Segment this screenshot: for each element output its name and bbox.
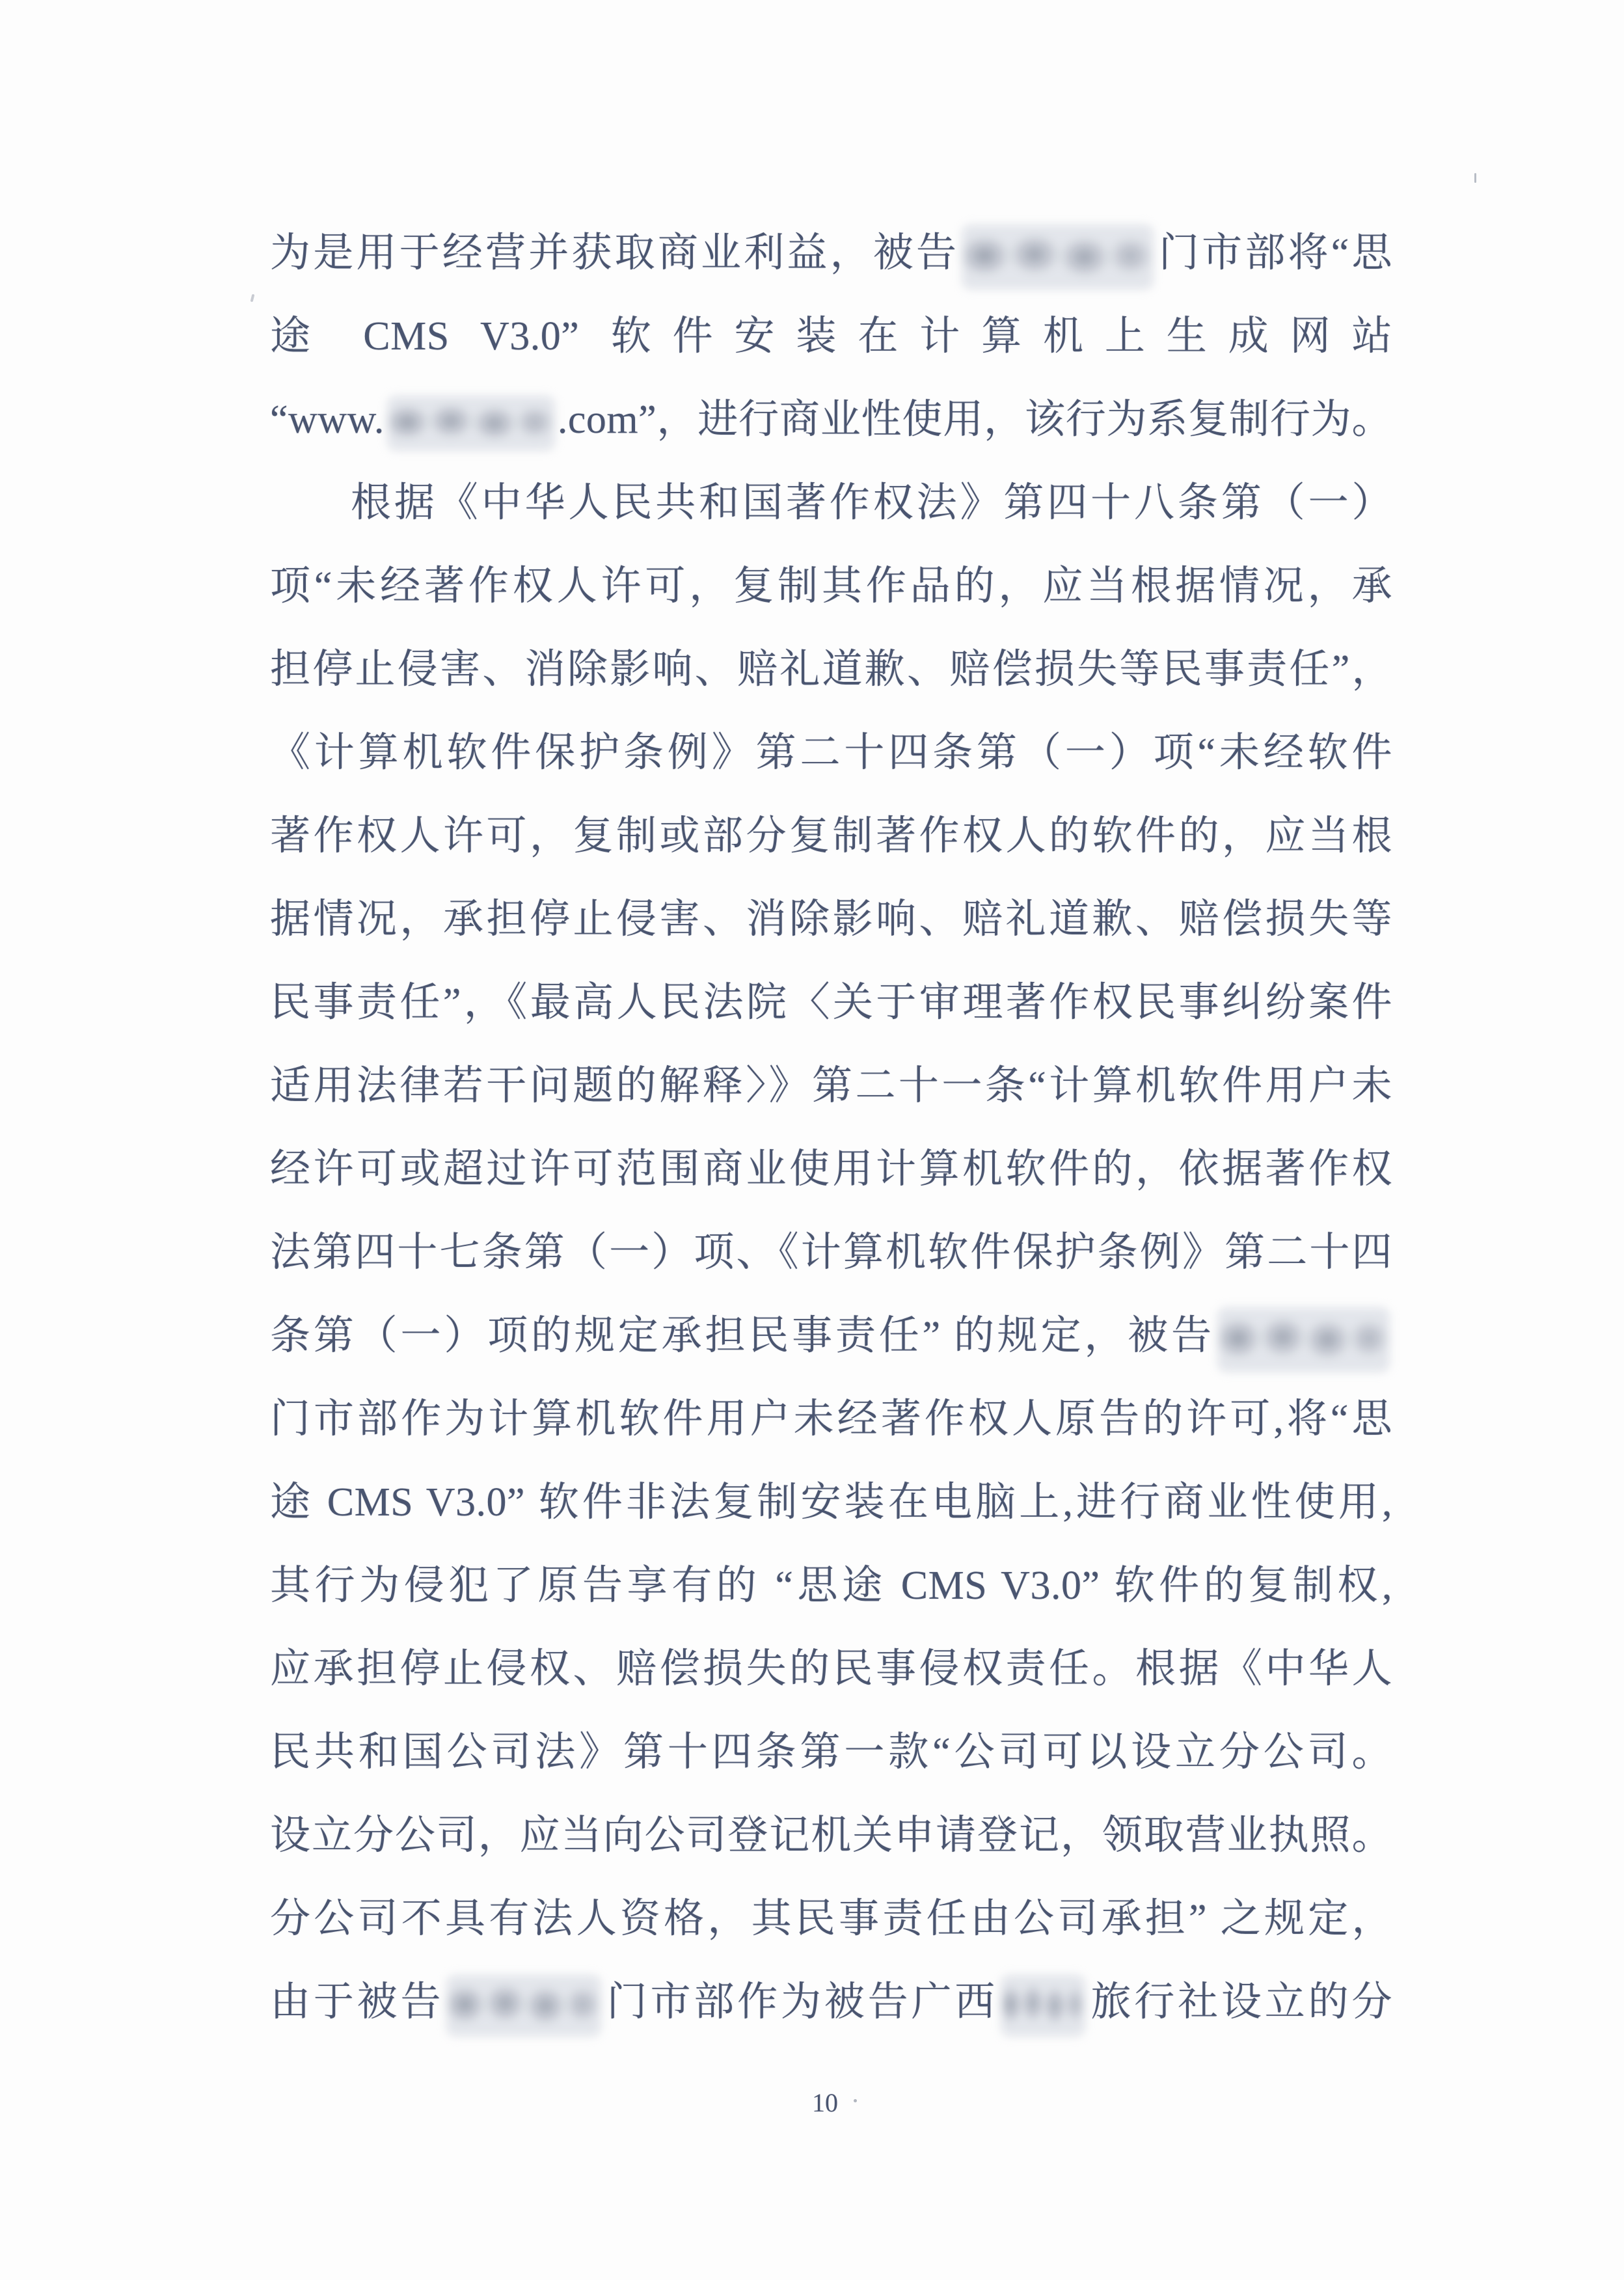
text-segment: 著作权人许可，复制或部分复制著作权人的软件的，应当根 <box>270 814 1392 858</box>
text-line-11 <box>270 1044 1392 1128</box>
text-segment: 分公司不具有法人资格，其民事责任由公司承担” 之规定， <box>270 1897 1392 1941</box>
redacted-defendant-name <box>446 1975 601 2037</box>
text-line-18 <box>270 1627 1392 1711</box>
text-segment: 门市部将“思 <box>1156 231 1392 275</box>
text-line-14 <box>270 1294 1392 1378</box>
text-segment: 为是用于经营并获取商业利益，被告 <box>270 231 960 275</box>
text-segment: 由于被告 <box>270 1980 444 2024</box>
redacted-company-name <box>1001 1975 1085 2037</box>
page-number: 10 <box>812 2088 838 2117</box>
text-segment: 根据《中华人民共和国著作权法》第四十八条第（一） <box>351 481 1392 525</box>
text-segment: 应承担停止侵权、赔偿损失的民事侵权责任。根据《中华人 <box>270 1647 1392 1691</box>
redacted-defendant-name <box>962 224 1154 290</box>
scan-speck <box>1474 173 1476 183</box>
text-segment: 旅行社设立的分 <box>1088 1980 1392 2024</box>
text-line-7 <box>270 711 1392 794</box>
text-line-13 <box>270 1211 1392 1294</box>
text-segment: 适用法律若干问题的解释〉》第二十一条“计算机软件用户未 <box>270 1064 1392 1108</box>
scan-speck <box>250 294 255 303</box>
redacted-domain-name <box>387 396 555 451</box>
text-line-8 <box>270 794 1392 878</box>
text-segment: 门市部作为被告广西 <box>604 1980 999 2024</box>
text-line-4 <box>270 461 1392 545</box>
text-line-16 <box>270 1461 1392 1544</box>
text-segment: .com”，进行商业性使用，该行为系复制行为。 <box>557 398 1392 442</box>
text-segment: 设立分公司，应当向公司登记机关申请登记，领取营业执照。 <box>270 1813 1392 1858</box>
text-line-10 <box>270 961 1392 1044</box>
text-line-22 <box>270 1961 1392 2044</box>
text-segment: 门市部作为计算机软件用户未经著作权人原告的许可,将“思 <box>270 1397 1392 1441</box>
text-line-2 <box>270 295 1392 378</box>
text-segment: 据情况，承担停止侵害、消除影响、赔礼道歉、赔偿损失等 <box>270 897 1392 942</box>
text-line-5 <box>270 545 1392 628</box>
text-line-1 <box>270 211 1392 295</box>
text-line-17 <box>270 1544 1392 1627</box>
redacted-defendant-name <box>1217 1307 1390 1372</box>
text-segment: 其行为侵犯了原告享有的 “思途 CMS V3.0” 软件的复制权, <box>270 1564 1392 1608</box>
text-segment: 条第（一）项的规定承担民事责任” 的规定，被告 <box>270 1314 1215 1358</box>
body-text <box>270 211 1392 2044</box>
text-segment: 项“未经著作权人许可，复制其作品的，应当根据情况，承 <box>270 564 1392 608</box>
text-segment: 担停止侵害、消除影响、赔礼道歉、赔偿损失等民事责任”， <box>270 647 1392 692</box>
text-segment: “www. <box>270 398 385 442</box>
text-line-15 <box>270 1378 1392 1461</box>
text-line-19 <box>270 1711 1392 1794</box>
text-segment: 途 CMS V3.0” 软件安装在计算机上生成网站 <box>270 314 1392 359</box>
text-segment: 法第四十七条第（一）项、《计算机软件保护条例》第二十四 <box>270 1230 1392 1275</box>
text-segment: 经许可或超过许可范围商业使用计算机软件的，依据著作权 <box>270 1147 1392 1191</box>
text-segment: 民事责任”，《最高人民法院〈关于审理著作权民事纠纷案件 <box>270 981 1392 1025</box>
text-segment: 民共和国公司法》第十四条第一款“公司可以设立分公司。 <box>270 1730 1392 1774</box>
scan-speck <box>854 2099 857 2102</box>
text-line-6 <box>270 628 1392 711</box>
text-line-9 <box>270 878 1392 961</box>
text-line-3 <box>270 378 1392 461</box>
text-line-12 <box>270 1128 1392 1211</box>
text-line-21 <box>270 1877 1392 1961</box>
text-segment: 途 CMS V3.0” 软件非法复制安装在电脑上,进行商业性使用, <box>270 1480 1392 1525</box>
text-segment: 《计算机软件保护条例》第二十四条第（一）项“未经软件 <box>270 731 1392 775</box>
text-line-20 <box>270 1794 1392 1877</box>
